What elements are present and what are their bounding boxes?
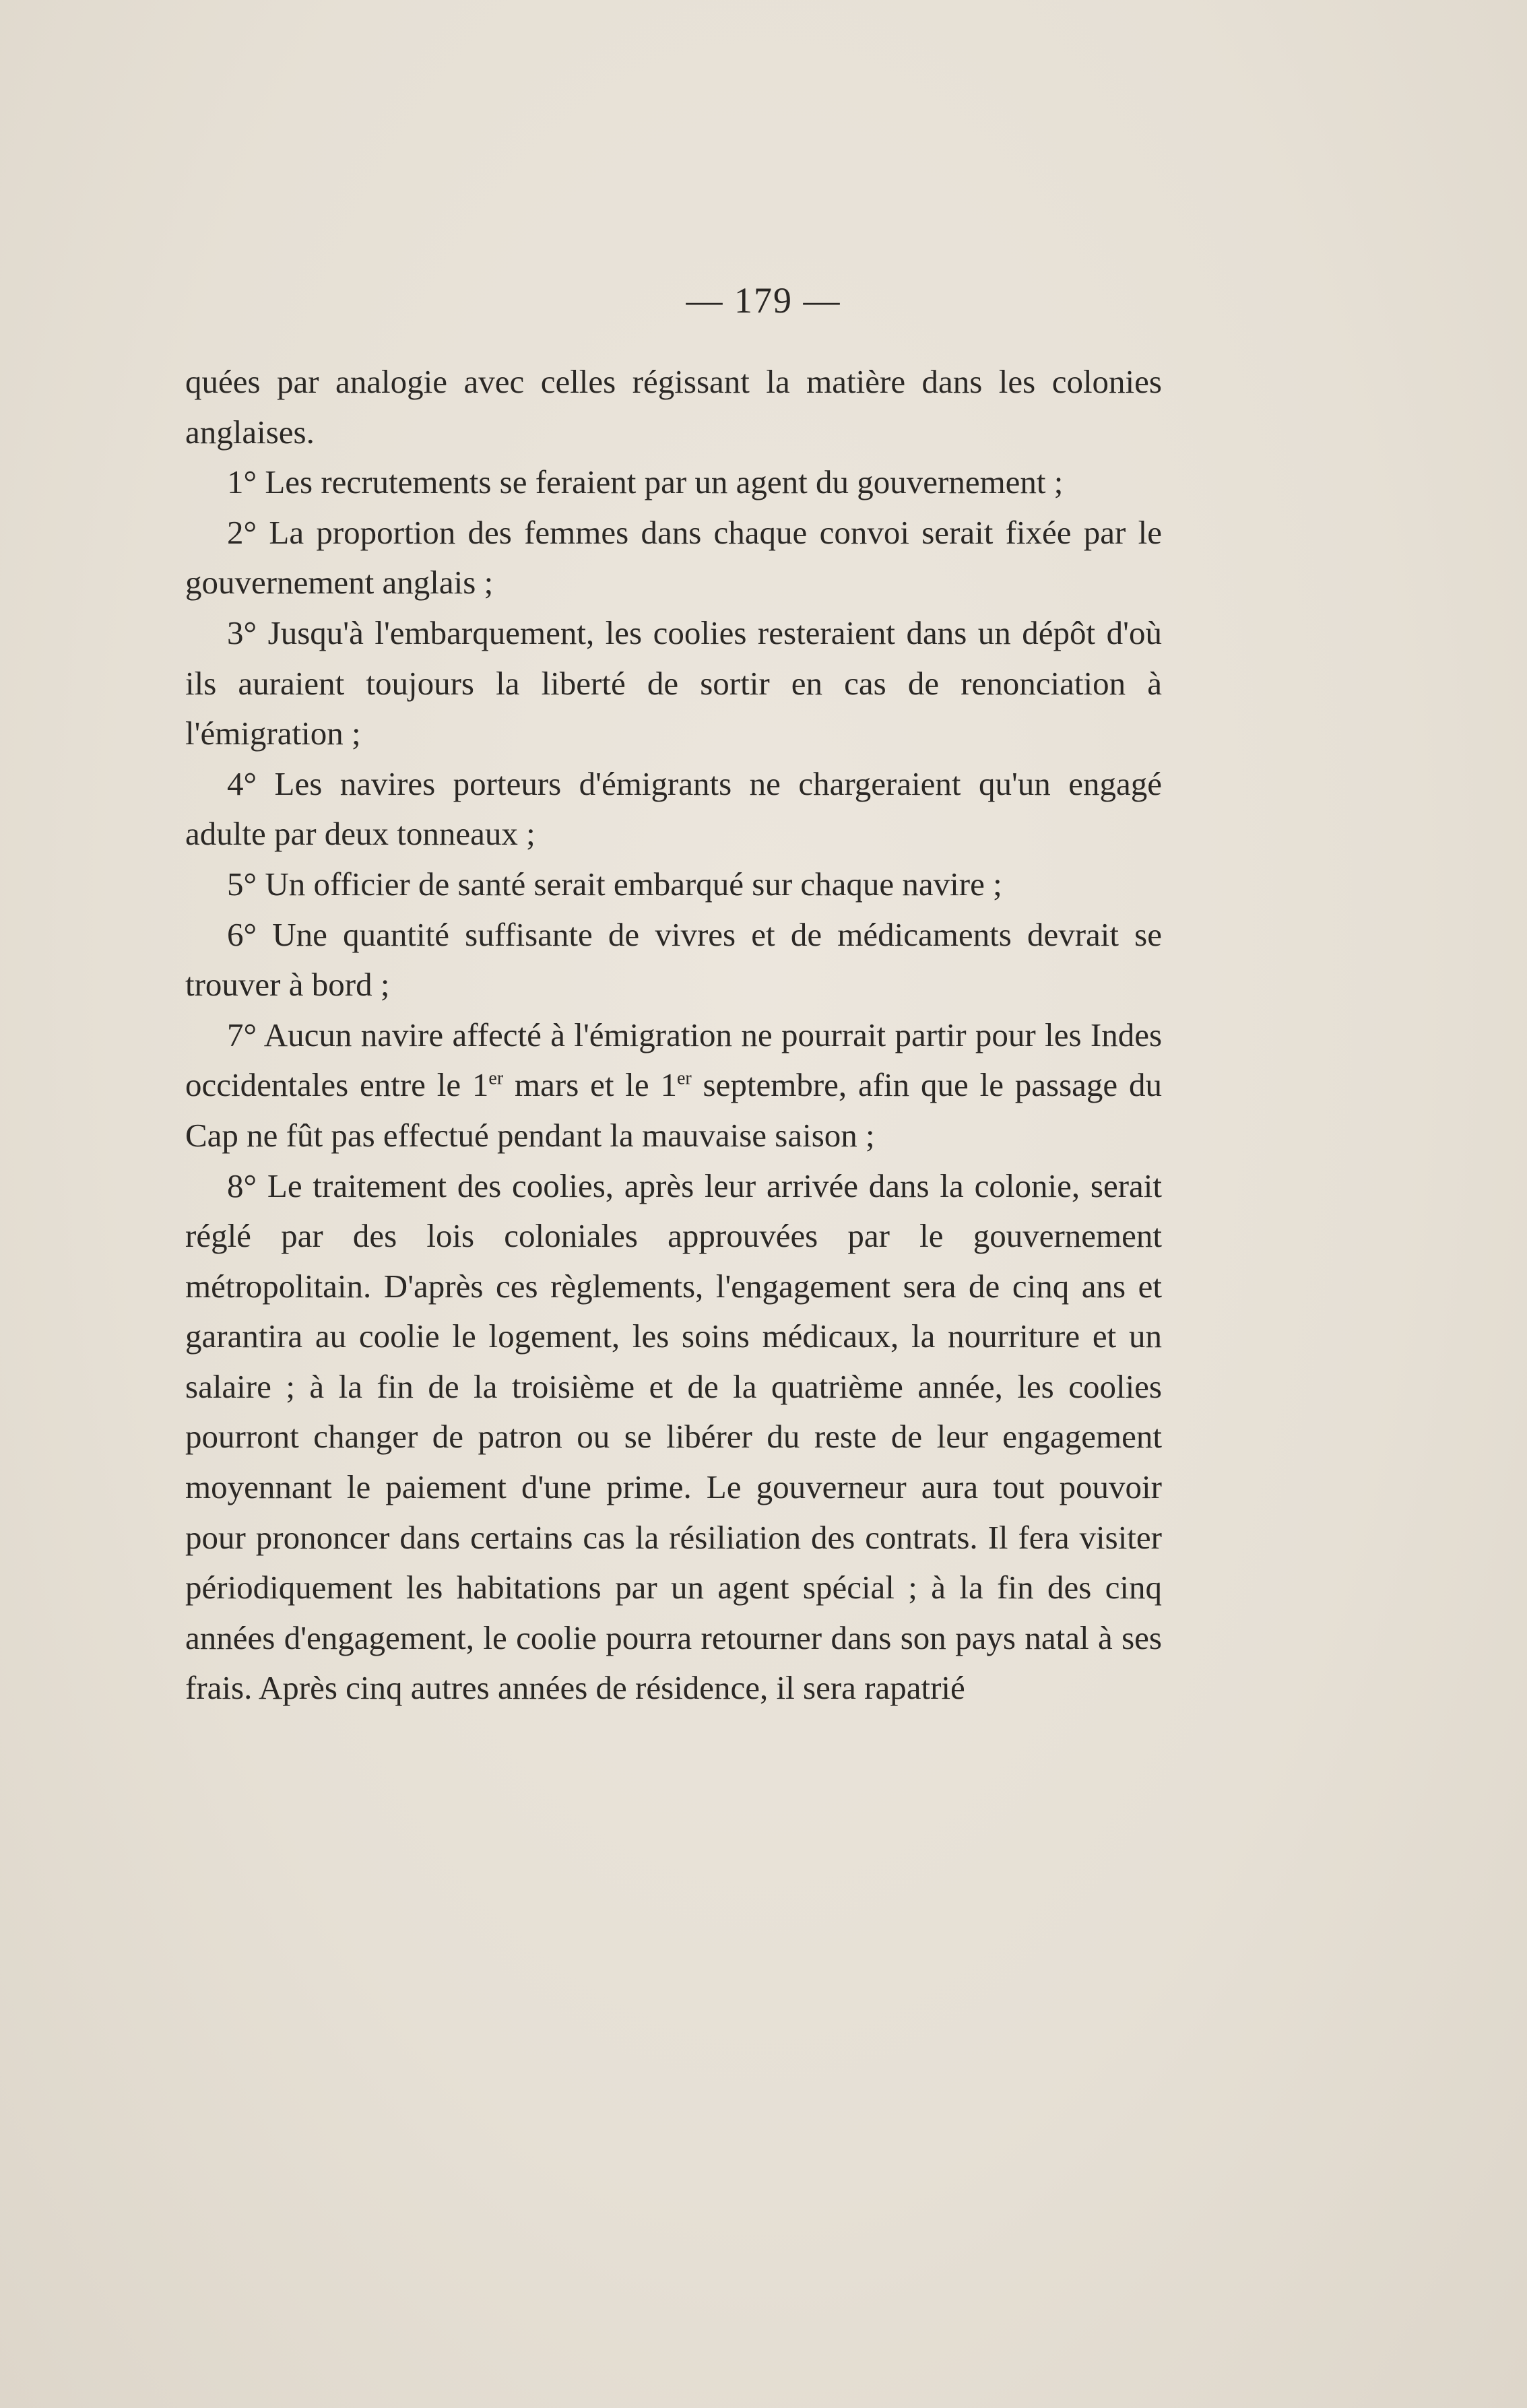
list-item [185,859,1162,910]
item-number: 4° [227,764,257,802]
item-number: 2° [227,513,257,551]
list-item [185,910,1162,1010]
list-item [185,1010,1162,1161]
body-text [185,357,1162,1714]
item-text: mars et le 1 [503,1066,677,1104]
item-text: Aucun navire affecté à l'émigration ne pourrait partir pour les Indes occidentales entre le 1 [185,1016,1163,1104]
item-text: Les navires porteurs d'émigrants ne chargeraient qu'un engagé adulte par deux tonneaux ; [185,764,1162,853]
list-item [185,1161,1162,1714]
paragraph-continuation [185,357,1162,457]
item-text: La proportion des femmes dans chaque convoi serait fixée par le gouvernement anglais ; [185,513,1162,601]
superscript: er [488,1068,504,1089]
list-item [185,759,1162,859]
paragraph-text: quées par analogie avec celles régissant la matière dans les colonies anglaises. [185,363,1162,451]
superscript: er [676,1068,692,1089]
item-text: Les recrutements se feraient par un agent du gouvernement ; [265,463,1064,501]
list-item [185,608,1162,759]
item-number: 1° [227,463,257,501]
item-number: 7° [227,1016,257,1053]
list-item [185,508,1162,608]
item-number: 3° [227,614,257,651]
item-number: 6° [227,915,257,953]
item-number: 8° [227,1167,257,1204]
item-text: septembre, afin que le passage du Cap ne fût pas effectué pendant la mauvaise saison ; [185,1066,1162,1154]
list-item [185,457,1162,508]
item-text: Jusqu'à l'embarquement, les coolies resteraient dans un dépôt d'où ils auraient toujours la liberté de sortir en cas de renonciation à l'émigration ; [185,614,1162,752]
page-number: — 179 — [686,280,841,321]
item-text: Une quantité suffisante de vivres et de médicaments devrait se trouver à bord ; [185,915,1162,1004]
item-text: Le traitement des coolies, après leur arrivée dans la colonie, serait réglé par des lois coloniales approuvées par le gouvernement métropolitain. D'après ces règlements, l'engagement sera de cinq ans et garantira au coolie le logement, les soins médicaux, la nourriture et un salaire ; à la fin de la troisième et de la quatrième année, les coolies pourront changer de patron ou se libérer du reste de leur engagement moyennant le paiement d'une prime. Le gouverneur aura tout pouvoir pour prononcer dans certains cas la résiliation des contrats. Il fera visiter périodiquement les habitations par un agent spécial ; à la fin des cinq années d'engagement, le coolie pourra retourner dans son pays natal à ses frais. Après cinq autres années de résidence, il sera rapatrié [185,1167,1162,1707]
item-number: 5° [227,865,257,903]
item-text: Un officier de santé serait embarqué sur chaque navire ; [265,865,1002,903]
